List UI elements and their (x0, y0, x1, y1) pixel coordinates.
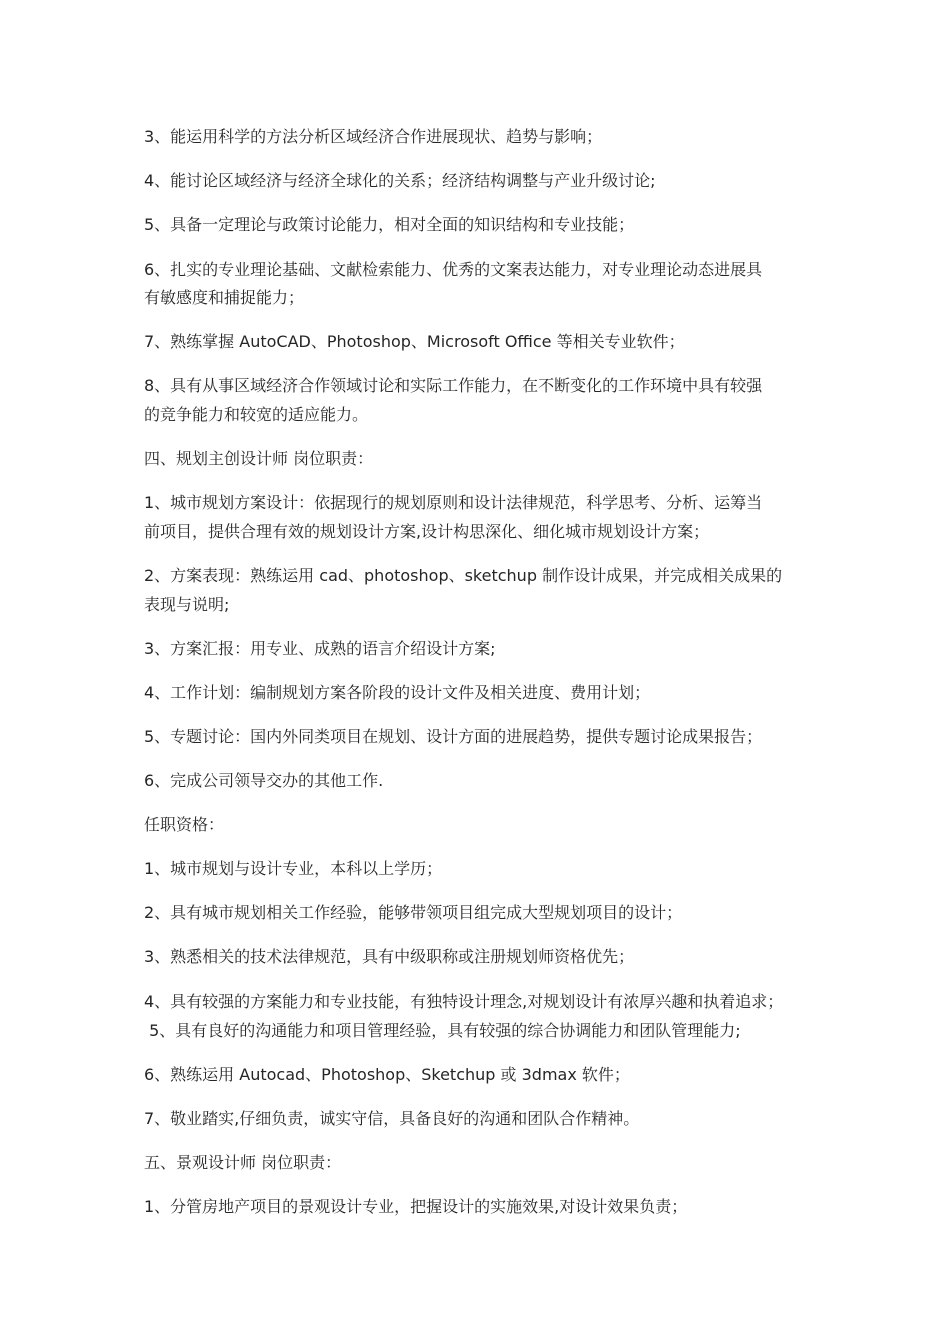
text-line: 7、敬业踏实,仔细负责，诚实守信，具备良好的沟通和团队合作精神。 (144, 1109, 640, 1128)
text-line: 表现与说明; (144, 595, 230, 614)
text-line: 4、具有较强的方案能力和专业技能，有独特设计理念,对规划设计有浓厚兴趣和执着追求； (144, 992, 784, 1011)
text-line: 6、熟练运用 Autocad、Photoshop、Sketchup 或 3dmax 软件； (144, 1065, 630, 1084)
text-line: 1、分管房地产项目的景观设计专业，把握设计的实施效果,对设计效果负责； (144, 1197, 688, 1216)
text-line: 4、工作计划：编制规划方案各阶段的设计文件及相关进度、费用计划； (144, 683, 651, 702)
text-line: 5、专题讨论：国内外同类项目在规划、设计方面的进展趋势，提供专题讨论成果报告； (144, 727, 763, 746)
text-line: 1、城市规划方案设计：依据现行的规划原则和设计法律规范，科学思考、分析、运筹当 (144, 493, 763, 512)
text-line: 4、能讨论区域经济与经济全球化的关系；经济结构调整与产业升级讨论; (144, 171, 656, 190)
section-heading: 任职资格： (144, 815, 225, 834)
text-line: 3、方案汇报：用专业、成熟的语言介绍设计方案; (144, 639, 496, 658)
text-line: 有敏感度和捕捉能力； (144, 288, 305, 307)
text-line: 8、具有从事区域经济合作领域讨论和实际工作能力，在不断变化的工作环境中具有较强 (144, 376, 763, 395)
text-line: 6、完成公司领导交办的其他工作. (144, 771, 384, 790)
text-line: 5、具有良好的沟通能力和项目管理经验，具有较强的综合协调能力和团队管理能力; (144, 1021, 741, 1040)
text-line: 3、能运用科学的方法分析区域经济合作进展现状、趋势与影响； (144, 127, 603, 146)
text-line: 2、具有城市规划相关工作经验，能够带领项目组完成大型规划项目的设计； (144, 903, 683, 922)
text-line: 2、方案表现：熟练运用 cad、photoshop、sketchup 制作设计成果，并完成相关成果的 (144, 566, 783, 585)
section-heading: 四、规划主创设计师 岗位职责： (144, 449, 374, 468)
text-line: 的竞争能力和较宽的适应能力。 (144, 405, 369, 424)
text-line: 6、扎实的专业理论基础、文献检索能力、优秀的文案表达能力，对专业理论动态进展具 (144, 260, 763, 279)
text-line: 5、具备一定理论与政策讨论能力，相对全面的知识结构和专业技能； (144, 215, 635, 234)
text-line: 7、熟练掌握 AutoCAD、Photoshop、Microsoft Office 等相关专业软件； (144, 332, 685, 351)
text-line: 前项目，提供合理有效的规划设计方案,设计构思深化、细化城市规划设计方案； (144, 522, 710, 541)
text-line: 1、城市规划与设计专业，本科以上学历； (144, 859, 443, 878)
text-line: 3、熟悉相关的技术法律规范，具有中级职称或注册规划师资格优先； (144, 947, 635, 966)
section-heading: 五、景观设计师 岗位职责： (144, 1153, 342, 1172)
